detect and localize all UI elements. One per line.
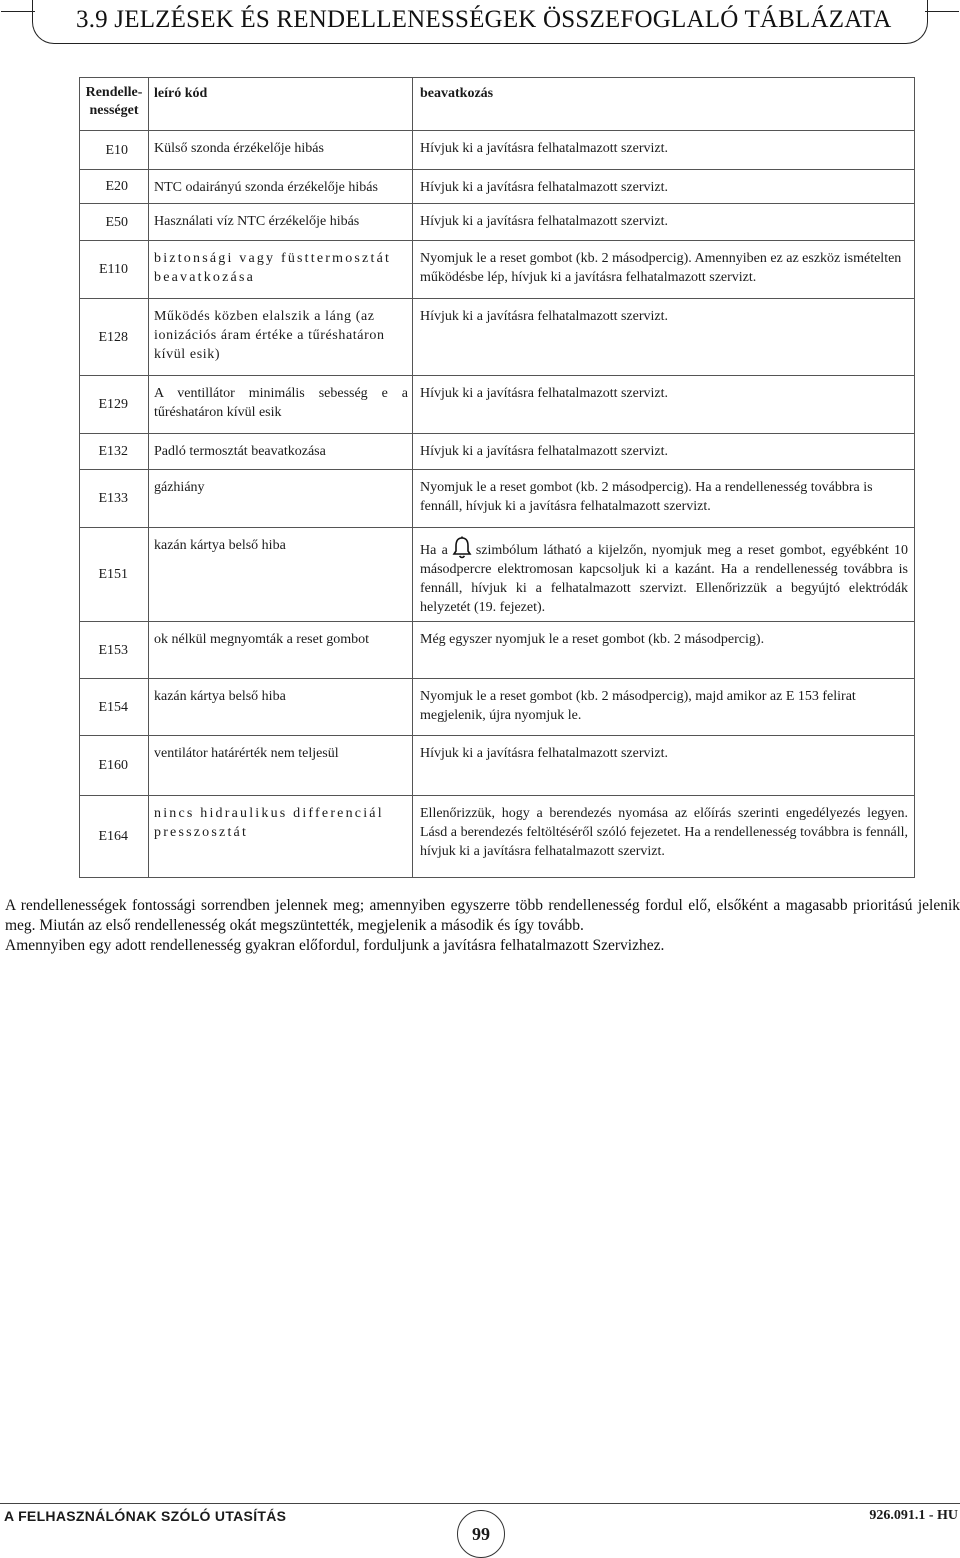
title-frame-left-rule xyxy=(1,0,35,12)
fault-description: NTC odairányú szonda érzékelője hibás xyxy=(154,180,378,195)
fault-action: Hívjuk ki a javításra felhatalmazott szervizt. xyxy=(420,141,669,156)
section-title: 3.9 JELZÉSEK ÉS RENDELLENESSÉGEK ÖSSZEFOGLALÓ TÁBLÁZATA xyxy=(76,6,892,33)
fault-code: E129 xyxy=(80,376,149,434)
fault-description: Működés közben elalszik a láng (az ionizációs áram értéke a tűréshatáron kívül esik) xyxy=(154,309,385,362)
fault-action: Hívjuk ki a javításra felhatalmazott szervizt. xyxy=(420,309,669,324)
fault-code: E10 xyxy=(80,131,149,170)
fault-code: E110 xyxy=(80,241,149,299)
page-number: 99 xyxy=(457,1510,505,1558)
fault-description: kazán kártya belső hiba xyxy=(154,689,286,704)
note-priority: A rendellenességek fontossági sorrendben jelennek meg; amennyiben egyszerre több rendellenesség fordul elő, elsőként a magasabb prioritású jelenik meg. Miután az első rendellenesség okát megszüntették, megjelenik a második és így tovább. xyxy=(5,897,960,934)
fault-action: Nyomjuk le a reset gombot (kb. 2 másodpercig). Ha a rendellenesség továbbra is fennáll, hívjuk ki a javításra felhatalmazott szervizt. xyxy=(420,480,873,514)
fault-description: gázhiány xyxy=(154,480,205,495)
fault-description: Használati víz NTC érzékelője hibás xyxy=(154,214,360,229)
fault-action: Nyomjuk le a reset gombot (kb. 2 másodpercig), majd amikor az E 153 felirat megjelenik, újra nyomjuk le. xyxy=(420,689,856,723)
table-row xyxy=(80,434,915,470)
fault-action: Hívjuk ki a javításra felhatalmazott szervizt. xyxy=(420,746,669,761)
fault-action: Nyomjuk le a reset gombot (kb. 2 másodpercig). Amennyiben ez az eszköz ismételten működésbe lép, hívjuk ki a javításra felhatalmazott szervizt. xyxy=(420,251,902,285)
table-row xyxy=(80,376,915,434)
table-row xyxy=(80,131,915,170)
table-header-row xyxy=(80,78,915,131)
fault-description: Külső szonda érzékelője hibás xyxy=(154,141,324,156)
fault-action: Hívjuk ki a javításra felhatalmazott szervizt. xyxy=(420,444,669,459)
fault-action: Ellenőrizzük, hogy a berendezés nyomása az előírás szerinti engedélyezés legyen. Lásd a berendezés feltöltéséről szóló fejezetet. Ha a rendellenesség továbbra is fennáll, hívjuk ki a javításra felhatalmazott szervizt. xyxy=(420,806,908,859)
bell-icon xyxy=(451,536,473,560)
fault-action: Még egyszer nyomjuk le a reset gombot (kb. 2 másodpercig). xyxy=(420,632,765,647)
fault-description: biztonsági vagy füsttermosztát beavatkozása xyxy=(154,251,392,285)
fault-code: E20 xyxy=(80,170,149,204)
header-code xyxy=(80,78,149,131)
fault-action: szimbólum látható a kijelzőn, nyomjuk meg a reset gombot, egyébként 10 másodpercre elektromosan kapcsoljuk ki a kazánt. Ha a rendellenesség továbbra is fennáll, hívjuk ki a felhatalmazott szervizt. Ellenőrizzük a begyújtó elektródák helyzetét (19. fejezet). xyxy=(420,543,908,615)
notes xyxy=(5,896,960,956)
header-description: leíró kód xyxy=(149,78,413,131)
fault-description: A ventillátor minimális sebesség e a tűréshatáron kívül esik xyxy=(154,386,408,420)
table-row xyxy=(80,679,915,736)
fault-code: E50 xyxy=(80,204,149,241)
fault-action: Hívjuk ki a javításra felhatalmazott szervizt. xyxy=(420,214,669,229)
note-frequent-fault: Amennyiben egy adott rendellenesség gyakran előfordul, forduljunk a javításra felhatalmazott Szervizhez. xyxy=(5,937,665,954)
fault-code: E133 xyxy=(80,470,149,528)
fault-code: E153 xyxy=(80,622,149,679)
fault-description: kazán kártya belső hiba xyxy=(154,538,286,553)
table-row xyxy=(80,470,915,528)
fault-description: ventilátor határérték nem teljesül xyxy=(154,746,339,761)
fault-code: E154 xyxy=(80,679,149,736)
footer-manual-title: A FELHASZNÁLÓNAK SZÓLÓ UTASÍTÁS xyxy=(4,1508,287,1524)
footer-divider xyxy=(0,1503,960,1504)
fault-description: Padló termosztát beavatkozása xyxy=(154,444,326,459)
title-frame-right-rule xyxy=(925,0,959,12)
fault-description: ok nélkül megnyomták a reset gombot xyxy=(154,632,370,647)
table-row xyxy=(80,204,915,241)
fault-code: E151 xyxy=(80,528,149,622)
header-code-label: Rendellenességet xyxy=(85,85,143,118)
fault-code: E128 xyxy=(80,299,149,376)
fault-description: nincs hidraulikus differenciál presszosztát xyxy=(154,806,384,840)
fault-code: E164 xyxy=(80,796,149,878)
footer-document-code: 926.091.1 - HU xyxy=(869,1508,958,1523)
fault-action: Hívjuk ki a javításra felhatalmazott szervizt. xyxy=(420,180,669,195)
table-row xyxy=(80,736,915,796)
header-action: beavatkozás xyxy=(413,78,915,131)
table-row xyxy=(80,528,915,622)
table-row xyxy=(80,170,915,204)
fault-action-prefix: Ha a xyxy=(420,543,448,558)
fault-action: Hívjuk ki a javításra felhatalmazott szervizt. xyxy=(420,386,669,401)
fault-code: E160 xyxy=(80,736,149,796)
fault-code: E132 xyxy=(80,434,149,470)
table-row xyxy=(80,622,915,679)
table-row xyxy=(80,241,915,299)
fault-summary-table xyxy=(79,77,915,878)
table-row xyxy=(80,796,915,878)
table-row xyxy=(80,299,915,376)
